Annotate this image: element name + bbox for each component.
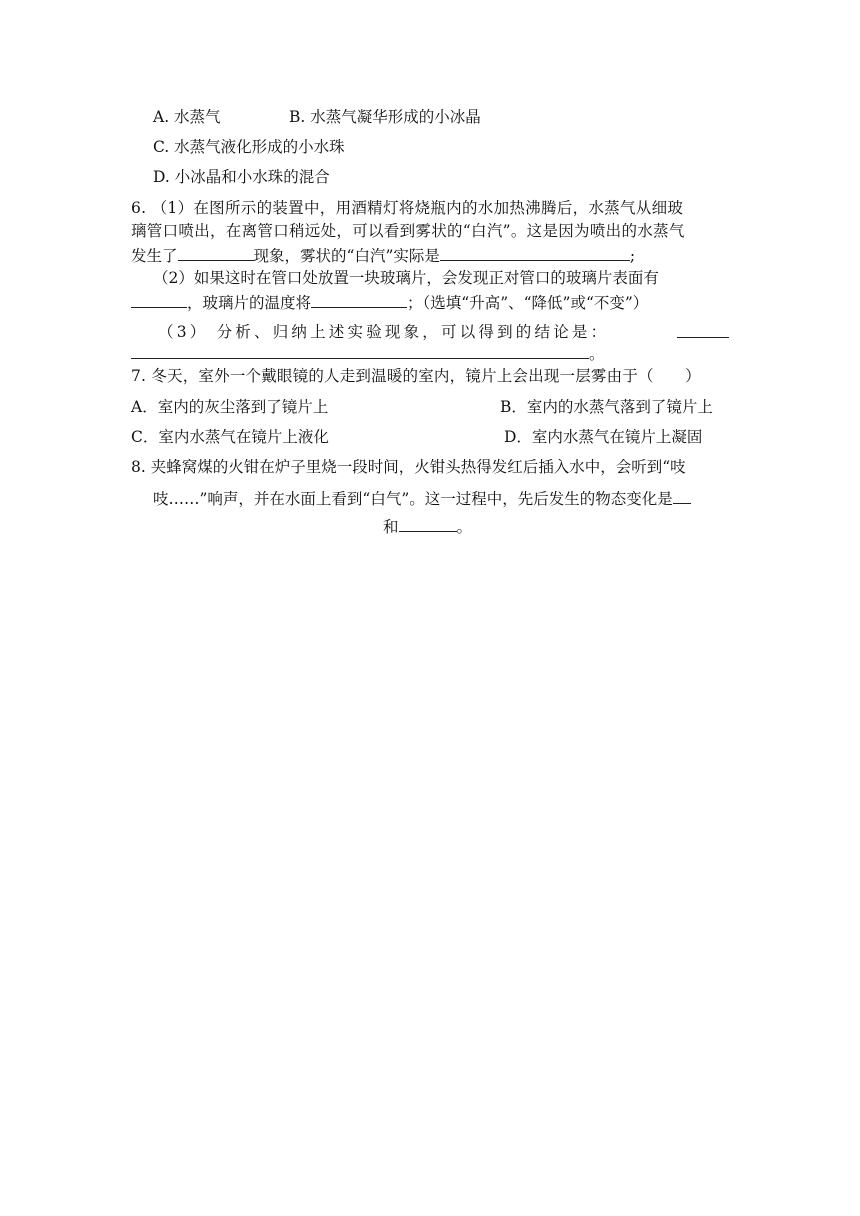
q7-option-b: B．室内的水蒸气落到了镜片上 <box>500 398 713 416</box>
q6-line-7: 。 <box>131 343 605 364</box>
answer-blank[interactable] <box>673 488 691 504</box>
q8-line-3: 和 。 <box>383 518 473 536</box>
q6-line-3: 发生了 现象，雾状的“白汽”实际是 ; <box>131 247 636 265</box>
q5-option-c: C. 水蒸气液化形成的小水珠 <box>153 138 345 156</box>
q6-line-6: （3） 分析、归纳上述实验现象，可以得到的结论是： <box>158 323 610 341</box>
q6-line-6-blank <box>677 322 729 343</box>
q5-option-b: B. 水蒸气凝华形成的小冰晶 <box>289 108 481 126</box>
q7-option-d: D．室内水蒸气在镜片上凝固 <box>504 428 703 446</box>
q6-line-5: ，玻璃片的温度将 ；（选填“升高”、“降低”或“不变”） <box>131 292 648 313</box>
q5-option-d: D. 小冰晶和小水珠的混合 <box>153 168 330 186</box>
q6-line-1: 6. （1）在图所示的装置中，用酒精灯将烧瓶内的水加热沸腾后，水蒸气从细玻 <box>131 199 684 217</box>
answer-blank[interactable] <box>311 292 407 308</box>
answer-blank[interactable] <box>178 245 254 261</box>
q7-option-a: A．室内的灰尘落到了镜片上 <box>131 398 329 416</box>
q6-line-4: （2）如果这时在管口处放置一块玻璃片，会发现正对管口的玻璃片表面有 <box>153 269 659 287</box>
q6-line-2: 璃管口喷出，在离管口稍远处，可以看到雾状的“白汽”。这是因为喷出的水蒸气 <box>131 222 685 240</box>
q8-line-2: 吱……”响声，并在水面上看到“白气”。这一过程中，先后发生的物态变化是 <box>153 488 691 509</box>
answer-blank[interactable] <box>131 343 589 359</box>
q5-option-a: A. 水蒸气 <box>153 108 221 126</box>
answer-blank[interactable] <box>399 516 457 532</box>
answer-blank[interactable] <box>131 292 187 308</box>
answer-blank[interactable] <box>440 245 630 261</box>
q7-stem: 7. 冬天，室外一个戴眼镜的人走到温暖的室内，镜片上会出现一层雾由于（ ） <box>131 367 701 385</box>
q7-option-c: C．室内水蒸气在镜片上液化 <box>131 428 329 446</box>
q8-line-1: 8. 夹蜂窝煤的火钳在炉子里烧一段时间，火钳头热得发红后插入水中，会听到“吱 <box>131 458 686 476</box>
answer-blank[interactable] <box>677 322 729 338</box>
